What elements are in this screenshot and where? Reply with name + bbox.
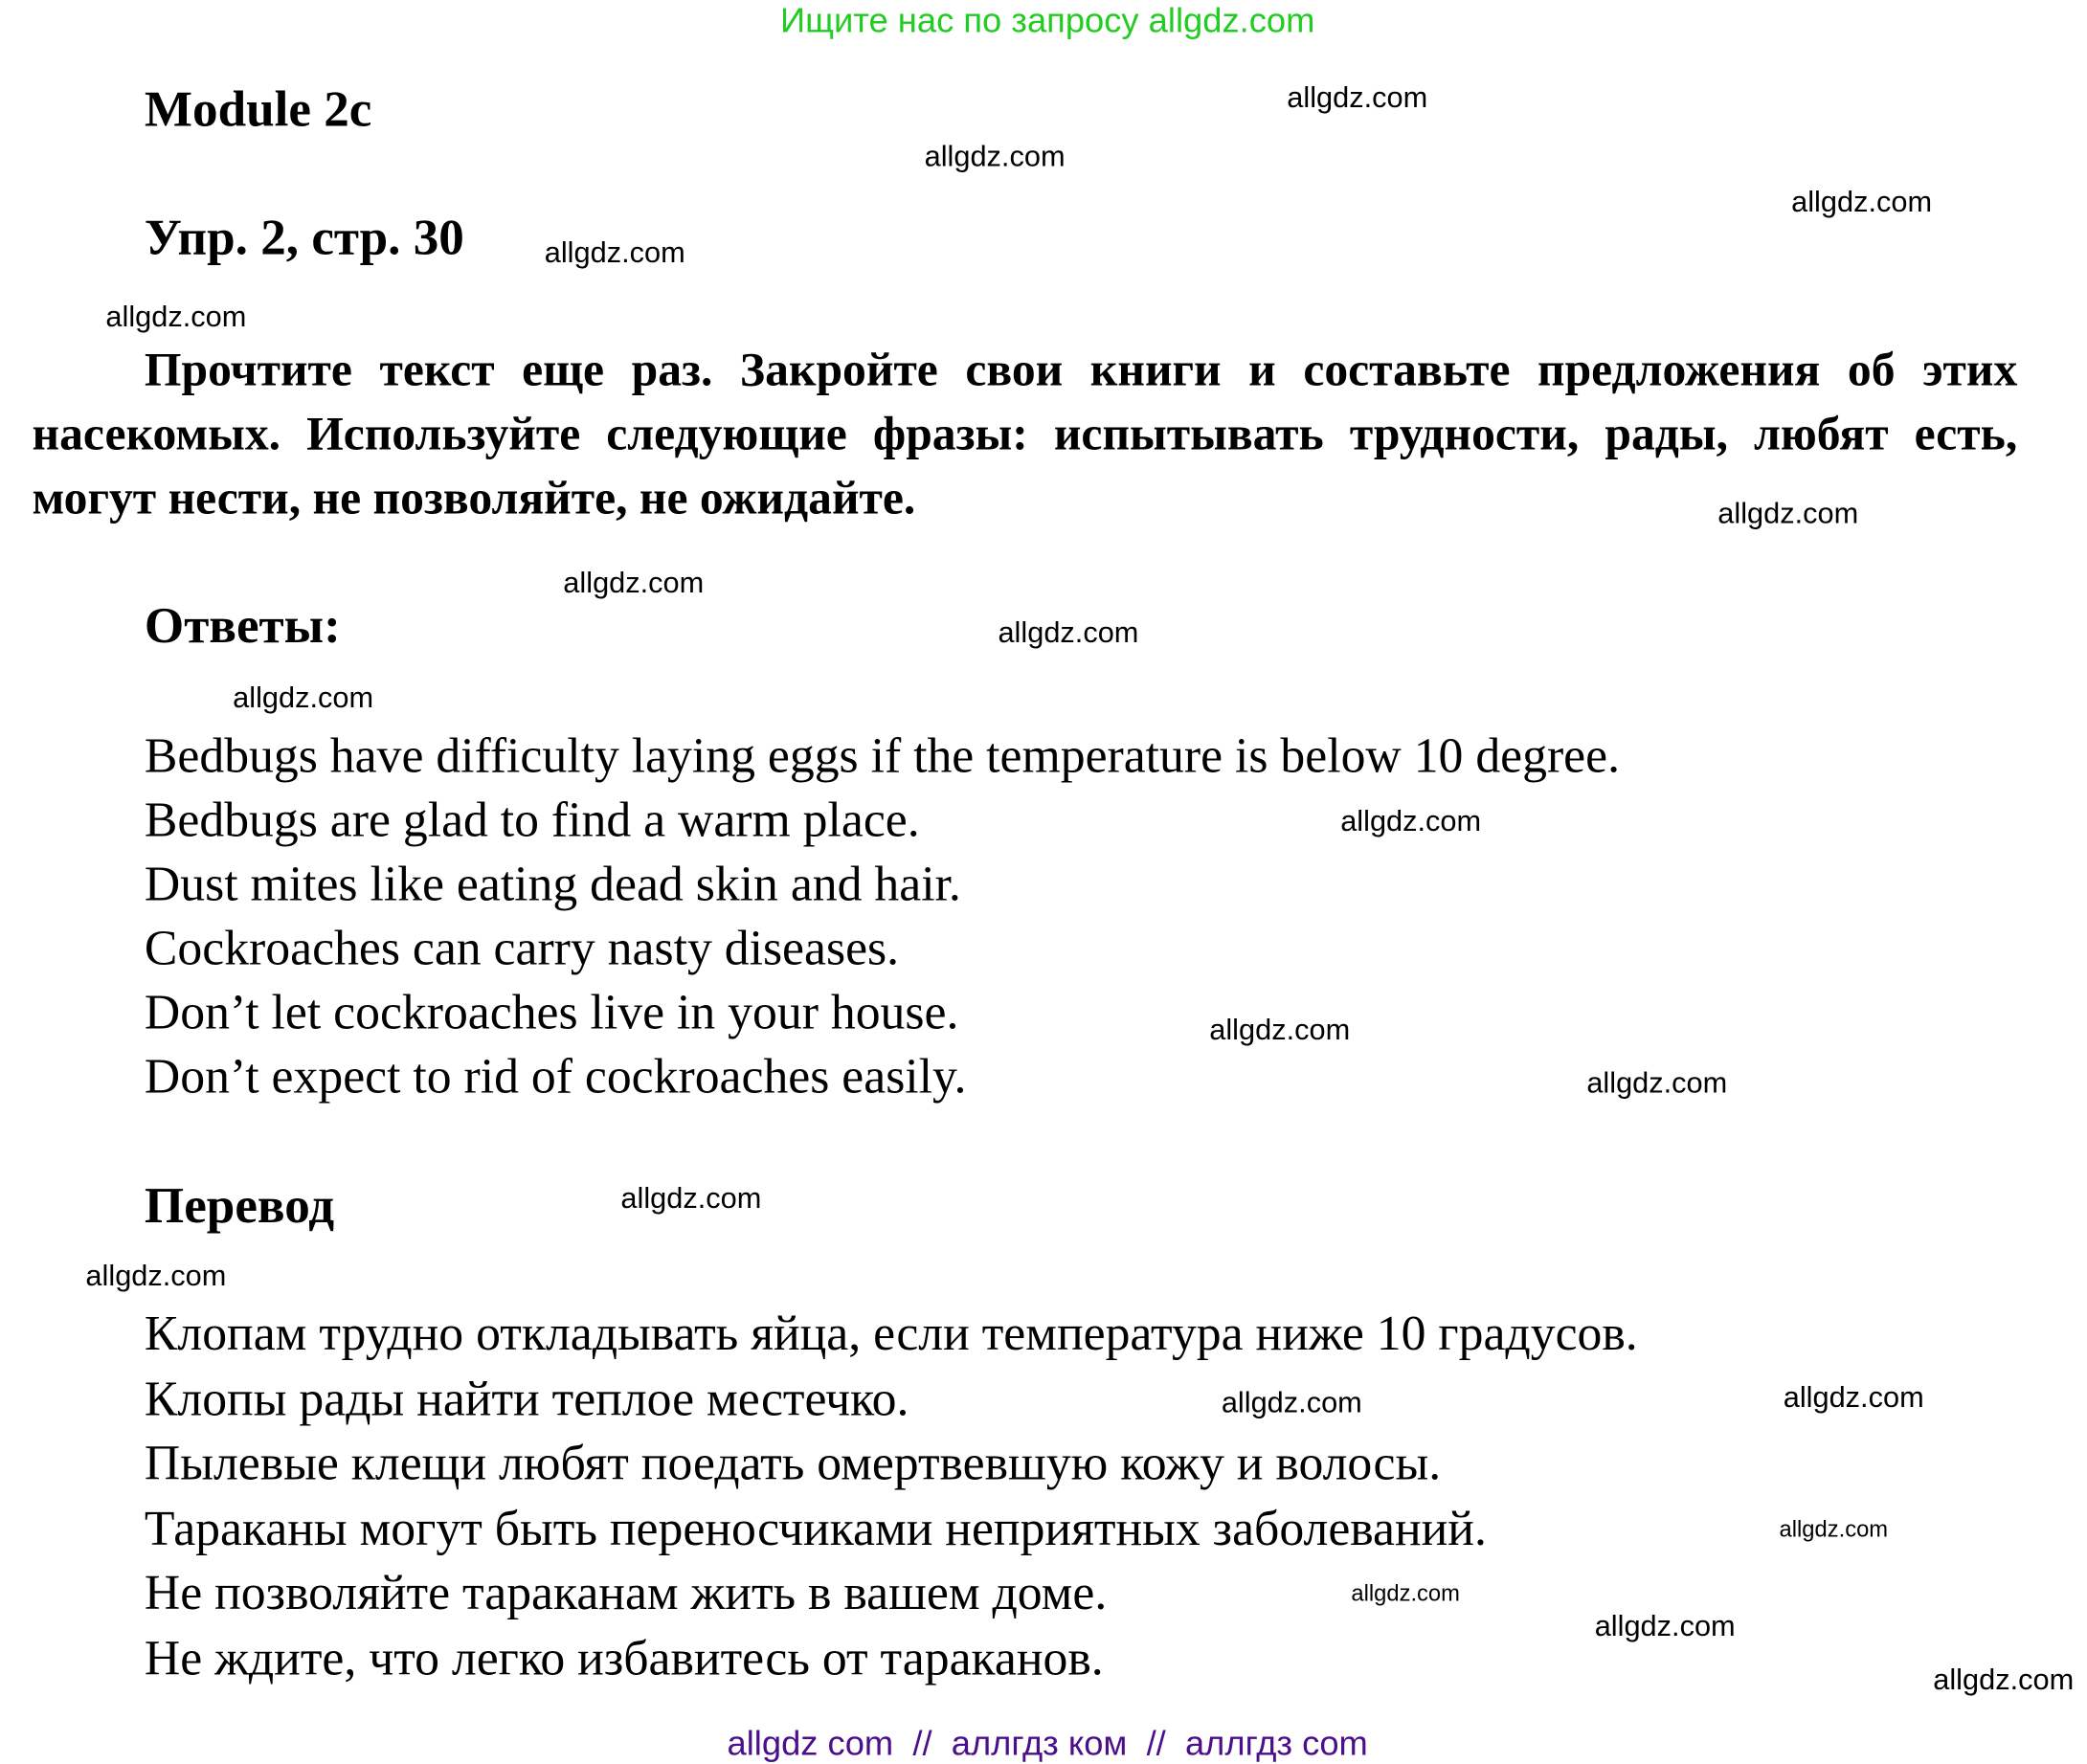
translation-line: Клопы рады найти теплое местечко. [144, 1372, 909, 1428]
translation-line: Не позволяйте тараканам жить в вашем доме. [144, 1566, 1108, 1621]
task-instructions: Прочтите текст еще раз. Закройте свои книги и составьте предложения об этих насекомых. Используйте следующие фразы: испытывать трудности, рады, любят есть, могут нести, не позволяйте, не ожидайте. [32, 342, 2018, 525]
watermark: allgdz.com [1594, 1609, 1736, 1643]
watermark: allgdz.com [1340, 803, 1482, 837]
watermark: allgdz.com [1779, 1516, 1889, 1543]
bottom-banner-link[interactable]: allgdz com // аллгдз ком // аллгдз com [727, 1722, 1368, 1763]
watermark: allgdz.com [563, 566, 705, 600]
watermark: allgdz.com [1717, 496, 1859, 530]
watermark: allgdz.com [998, 614, 1139, 649]
answers-heading: Ответы: [144, 597, 341, 655]
watermark: allgdz.com [1586, 1065, 1728, 1100]
watermark: allgdz.com [924, 139, 1066, 173]
answer-line: Cockroaches can carry nasty diseases. [144, 921, 900, 977]
module-title: Module 2c [144, 81, 372, 138]
answer-line: Dust mites like eating dead skin and hair. [144, 857, 961, 913]
translation-line: Не ждите, что легко избавитесь от тараканов. [144, 1631, 1104, 1687]
answer-line: Bedbugs have difficulty laying eggs if the temperature is below 10 degree. [144, 728, 1621, 784]
watermark: allgdz.com [1351, 1580, 1460, 1607]
answer-line: Don’t expect to rid of cockroaches easily. [144, 1049, 967, 1105]
translation-heading: Перевод [144, 1178, 335, 1235]
watermark: allgdz.com [85, 1258, 227, 1292]
watermark: allgdz.com [1791, 184, 1933, 218]
exercise-title: Упр. 2, стр. 30 [144, 210, 464, 267]
answer-line: Don’t let cockroaches live in your house. [144, 985, 959, 1041]
watermark: allgdz.com [1933, 1662, 2075, 1696]
watermark: allgdz.com [233, 681, 374, 715]
watermark: allgdz.com [544, 234, 685, 269]
answer-line: Bedbugs are glad to find a warm place. [144, 793, 920, 848]
translation-line: Клопам трудно откладывать яйца, если температура ниже 10 градусов. [144, 1306, 1638, 1362]
watermark: allgdz.com [1287, 79, 1428, 114]
watermark: allgdz.com [1209, 1012, 1351, 1046]
watermark: allgdz.com [620, 1180, 762, 1215]
watermark: allgdz.com [105, 300, 247, 333]
watermark: allgdz.com [1221, 1385, 1362, 1419]
translation-line: Тараканы могут быть переносчиками неприятных заболеваний. [144, 1502, 1487, 1557]
top-banner-link[interactable]: Ищите нас по запросу allgdz.com [779, 0, 1315, 40]
watermark: allgdz.com [1783, 1380, 1924, 1415]
translation-line: Пылевые клещи любят поедать омертвевшую кожу и волосы. [144, 1436, 1442, 1492]
